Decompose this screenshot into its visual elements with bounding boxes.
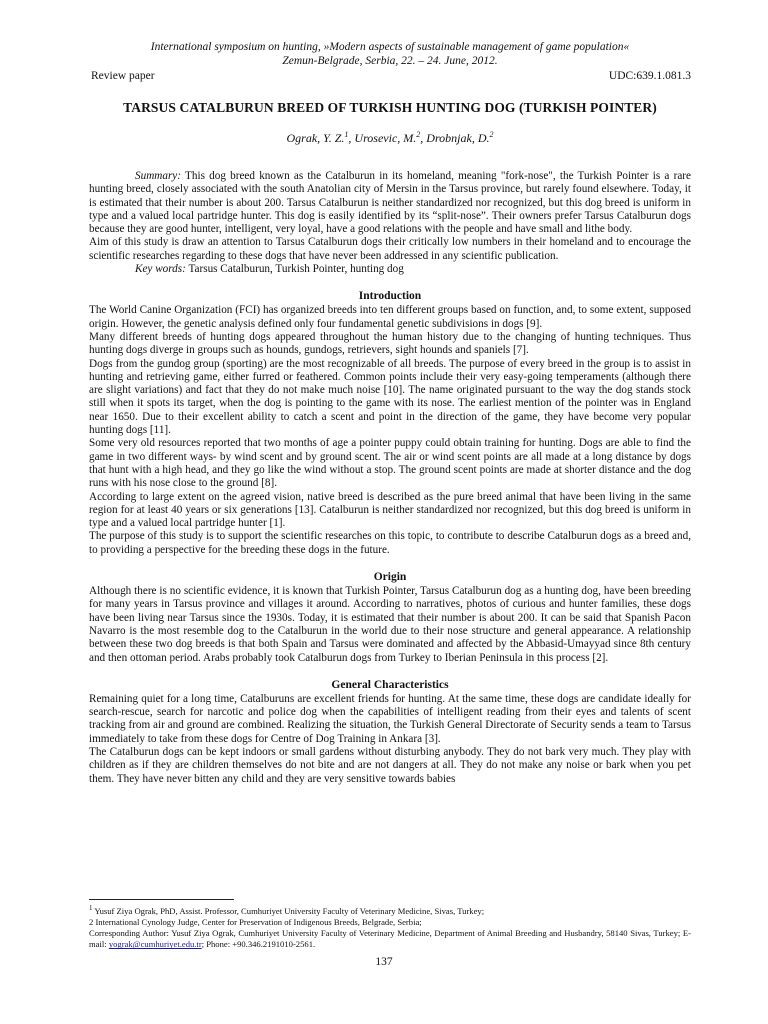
paper-meta-row: [89, 70, 691, 82]
footnote-3-text: Corresponding Author: Yusuf Ziya Ograk, Cumhuriyet University Faculty of Veterinary Medicine, Department of Animal Breeding and Husbandry, 58140 Sivas, Turkey; E-mail:: [89, 928, 691, 950]
paper-page: [89, 40, 691, 786]
paper-type: Review paper: [91, 70, 155, 82]
general-paragraph: The Catalburun dogs can be kept indoors or small gardens without disturbing anybody. They do not bark very much. They play with children as if they are children themselves do not bite and are not dangers at all. They do not make any noise or bark when you pet them. They have never bitten any child and they are very sensitive towards babies: [89, 745, 691, 785]
summary-paragraph-2: Aim of this study is draw an attention to Tarsus Catalburun dogs their critically low numbers in their homeland and to encourage the scientific researches regarding to these dogs that have never been addressed in any scientific publication.: [89, 236, 691, 262]
footnote-1: [89, 903, 691, 917]
footnote-3: [89, 928, 691, 950]
summary-label: Summary:: [135, 170, 181, 182]
summary-text-1: This dog breed known as the Catalburun in its homeland, meaning "fork-nose", the Turkish Pointer is a rare hunting breed, closely associated with the south Anatolian city of Mersin in the Tarsus province, but rarely found elsewhere. Today, it is estimated that their number is about 200. Tarsus Catalburun is neither standardized nor recognized, but this dog breed is uniform in type and a valued local partridge hunter. This dog is easily identified by its “split-nose”. Their owners prefer Tarsus Catalburun dogs because they are good hunter, intelligent, very loyal, have a good relations with the people and have small and lithe body.: [89, 170, 691, 236]
summary-paragraph-1: [89, 170, 691, 236]
intro-paragraph: The World Canine Organization (FCI) has organized breeds into ten different groups based on function, and, to some extent, supposed origin. However, the genetic analysis defined only four fundamental genetic subdivisions in dogs [9].: [89, 304, 691, 330]
origin-paragraph: Although there is no scientific evidence, it is known that Turkish Pointer, Tarsus Catalburun dog as a hunting dog, have been breeding for many years in Tarsus province and villages it around. According to narratives, photos of curious and hunter families, these dogs have been living near Tarsus since the 1930s. Today, it is estimated that their number is about 200. It can be said that Spanish Pacon Navarro is the most resemble dog to the Catalburun in the world due to their nose structure and general appearance. A relationship between these two dog breeds is that both Spain and Tarsus were dominated and affected by the Abbasid-Umayyad since 8th century and then ottoman period. Arabs probably took Catalburun dogs from Turkey to Iberian Peninsula in this process [2].: [89, 585, 691, 664]
page-number: 137: [375, 956, 393, 968]
keywords-line: [89, 263, 691, 276]
author-separator-2: ,: [420, 131, 427, 145]
footnote-1-marker: 1: [89, 904, 93, 912]
conference-line-2: Zemun-Belgrade, Serbia, 22. – 24. June, 2012.: [282, 55, 498, 67]
author-2: Urosevic, M.: [354, 131, 417, 145]
intro-paragraph: Some very old resources reported that two months of age a pointer puppy could obtain training for hunting. Dogs are able to find the game in two different ways- by wind scent and by ground scent. The air or wind scent points are all made at a long distance by dogs that hunt with a high head, and they go like the wind without a stop. The ground scent points are made at shorter distance and the dog runs with his nose close to the ground [8].: [89, 437, 691, 490]
intro-paragraph: Dogs from the gundog group (sporting) are the most recognizable of all breeds. The purpose of every breed in the group is to assist in hunting and retrieving game, either furred or feathered. Common points include their very easy-going temperaments (although there are slight variations) and fact that they do not make much noise [10]. The name originated pursuant to the way the dog stands stock still when it spots its target, when the dog is pointing to the game with its nose. The earliest mention of the pointer was in England near 1650. Due to their excellent ability to catch a scent and point in the direction of the game, they have become very popular hunting dogs [11].: [89, 357, 691, 437]
author-list: [89, 130, 691, 146]
author-2-affiliation: 2: [416, 130, 421, 139]
author-email-link[interactable]: yograk@cumhuriyet.edu.tr: [108, 939, 202, 950]
introduction-heading: Introduction: [358, 290, 422, 303]
conference-header: [89, 40, 691, 68]
keywords-label: Key words:: [135, 263, 186, 276]
footnote-1-text: Yusuf Ziya Ograk, PhD, Assist. Professor, Cumhuriyet University Faculty of Veterinary Medicine, Sivas, Turkey;: [94, 905, 485, 916]
paper-title: TARSUS CATALBURUN BREED OF TURKISH HUNTING DOG (TURKISH POINTER): [123, 100, 657, 115]
abstract: [89, 170, 691, 276]
body-text: [89, 290, 691, 786]
intro-paragraph: The purpose of this study is to support the scientific researches on this topic, to contribute to describe Catalburun dogs as a breed and, to providing a perspective for the breeding these dogs in the future.: [89, 530, 691, 556]
intro-paragraph: Many different breeds of hunting dogs appeared throughout the human history due to the changing of hunting techniques. Thus hunting dogs diverge in groups such as hounds, gundogs, retrievers, sight hounds and spaniels [7].: [89, 330, 691, 357]
keywords-text: Tarsus Catalburun, Turkish Pointer, hunting dog: [188, 263, 404, 276]
footnote-2: 2 International Cynology Judge, Center for Preservation of Indigenous Breeds, Belgrade, Serbia;: [89, 917, 422, 928]
author-1-affiliation: 1: [344, 130, 349, 139]
footnote-3-phone: ; Phone: +90.346.2191010-2561.: [201, 939, 316, 950]
general-characteristics-heading: General Characteristics: [331, 678, 449, 691]
author-3-affiliation: 2: [489, 130, 494, 139]
udc-code: UDC:639.1.081.3: [608, 70, 691, 82]
general-paragraph: Remaining quiet for a long time, Catalburuns are excellent friends for hunting. At the same time, these dogs are candidate ideally for search-rescue, search for narcotic and police dog when the capabilities of intelligent reading from their eyes and talents of scent tracking from air and ground are combined. Realizing the situation, the Turkish General Directorate of Security sends a team to Tarsus immediately to take from these dogs for Centre of Dog Training in Ankara [3].: [89, 692, 691, 745]
conference-line-1: International symposium on hunting, »Modern aspects of sustainable management of game population«: [150, 41, 630, 53]
author-separator-1: ,: [348, 131, 355, 145]
origin-heading: Origin: [373, 571, 407, 584]
footnotes: [89, 899, 691, 951]
footnote-rule: [89, 899, 234, 900]
author-3: Drobnjak, D.: [426, 131, 490, 145]
author-1: Ograk, Y. Z.: [286, 131, 345, 145]
intro-paragraph: According to large extent on the agreed vision, native breed is described as the pure breed animal that have been living in the same region for at least 40 years or six generations [13]. Catalburun is neither standardized nor recognized, but this dog breed is uniform in type and a valued local partridge hunter [1].: [89, 490, 691, 530]
